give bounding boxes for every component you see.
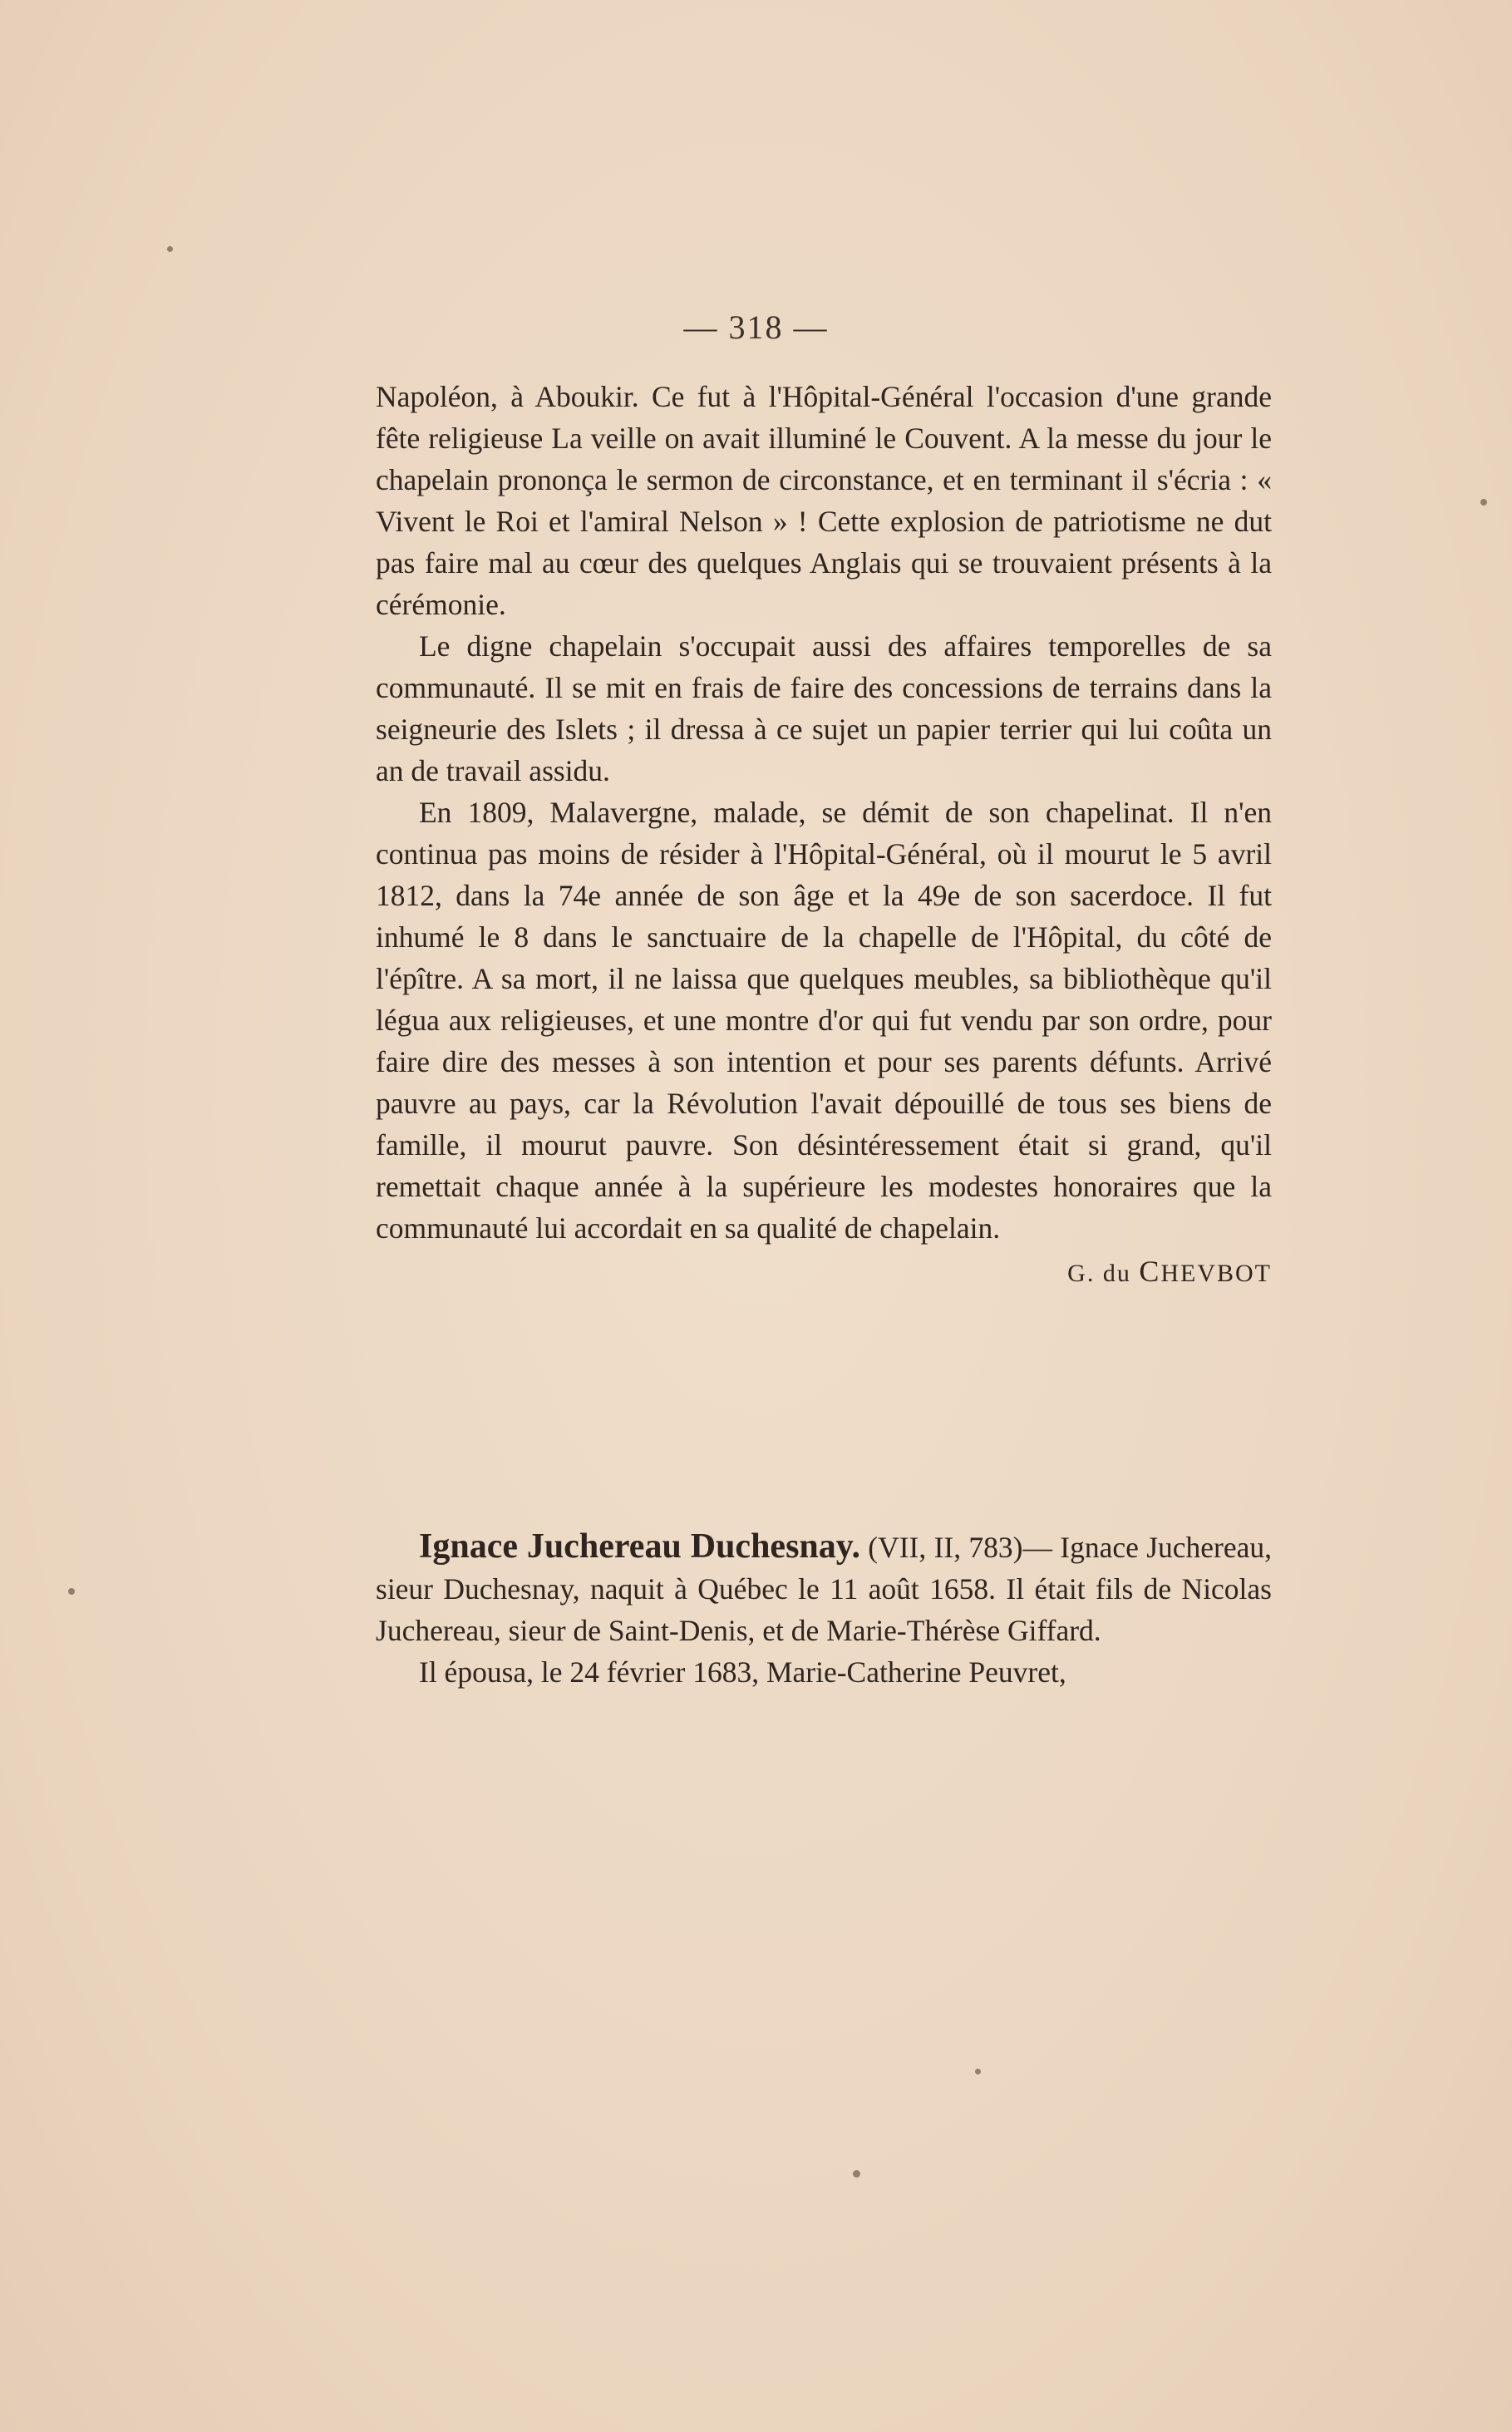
entry-paragraph xyxy=(376,1526,1272,1651)
page-number: — 318 — xyxy=(683,308,829,346)
biography-malavergne xyxy=(376,376,1272,1295)
paper-speck xyxy=(167,246,173,252)
paragraph: Napoléon, à Aboukir. Ce fut à l'Hôpital-Général l'occasion d'une grande fête religieuse La veille on avait illuminé le Couvent. A la messe du jour le chapelain prononça le sermon de circonstance, et en terminant il s'écria : « Vivent le Roi et l'amiral Nelson » ! Cette explosion de patriotisme ne dut pas faire mal au cœur des quelques Anglais qui se trouvaient présents à la cérémonie. xyxy=(376,380,1272,621)
paper-speck xyxy=(1480,499,1487,506)
signature-rest: HEVBOT xyxy=(1160,1260,1272,1287)
signature-prefix: G. du xyxy=(1067,1260,1140,1287)
paper-speck xyxy=(68,1588,75,1595)
entry-heading: Ignace Juchereau Duchesnay. xyxy=(419,1527,860,1566)
paragraph: Le digne chapelain s'occupait aussi des affaires temporelles de sa communauté. Il se mit en frais de faire des concessions de terrains dans la seigneurie des Islets ; il dressa à ce sujet un papier terrier qui lui coûta un an de travail assidu. xyxy=(376,629,1272,787)
biography-juchereau-duchesnay xyxy=(376,1526,1272,1693)
author-signature xyxy=(376,1251,1272,1295)
paper-speck xyxy=(853,2170,860,2178)
signature-capital: C xyxy=(1139,1255,1161,1288)
entry-text: Ignace Juchereau, sieur Duchesnay, naquit à Québec le 11 août 1658. Il était fils de Nicolas Juchereau, sieur de Saint-Denis, et de Marie-Thérèse Giffard. xyxy=(376,1531,1272,1647)
paragraph: Il épousa, le 24 février 1683, Marie-Catherine Peuvret, xyxy=(419,1655,1066,1689)
paper-speck xyxy=(975,2069,981,2074)
entry-reference: (VII, II, 783)— xyxy=(859,1531,1052,1564)
paragraph: En 1809, Malavergne, malade, se démit de son chapelinat. Il n'en continua pas moins de résider à l'Hôpital-Général, où il mourut le 5 avril 1812, dans la 74e année de son âge et la 49e de son sacerdoce. Il fut inhumé le 8 dans le sanctuaire de la chapelle de l'Hôpital, du côté de l'épître. A sa mort, il ne laissa que quelques meubles, sa bibliothèque qu'il légua aux religieuses, et une montre d'or qui fut vendu par son ordre, pour faire dire des messes à son intention et pour ses parents défunts. Arrivé pauvre au pays, car la Révolution l'avait dépouillé de tous ses biens de famille, il mourut pauvre. Son désintéressement était si grand, qu'il remettait chaque année à la supérieure les modestes honoraires que la communauté lui accordait en sa qualité de chapelain. xyxy=(376,796,1272,1245)
